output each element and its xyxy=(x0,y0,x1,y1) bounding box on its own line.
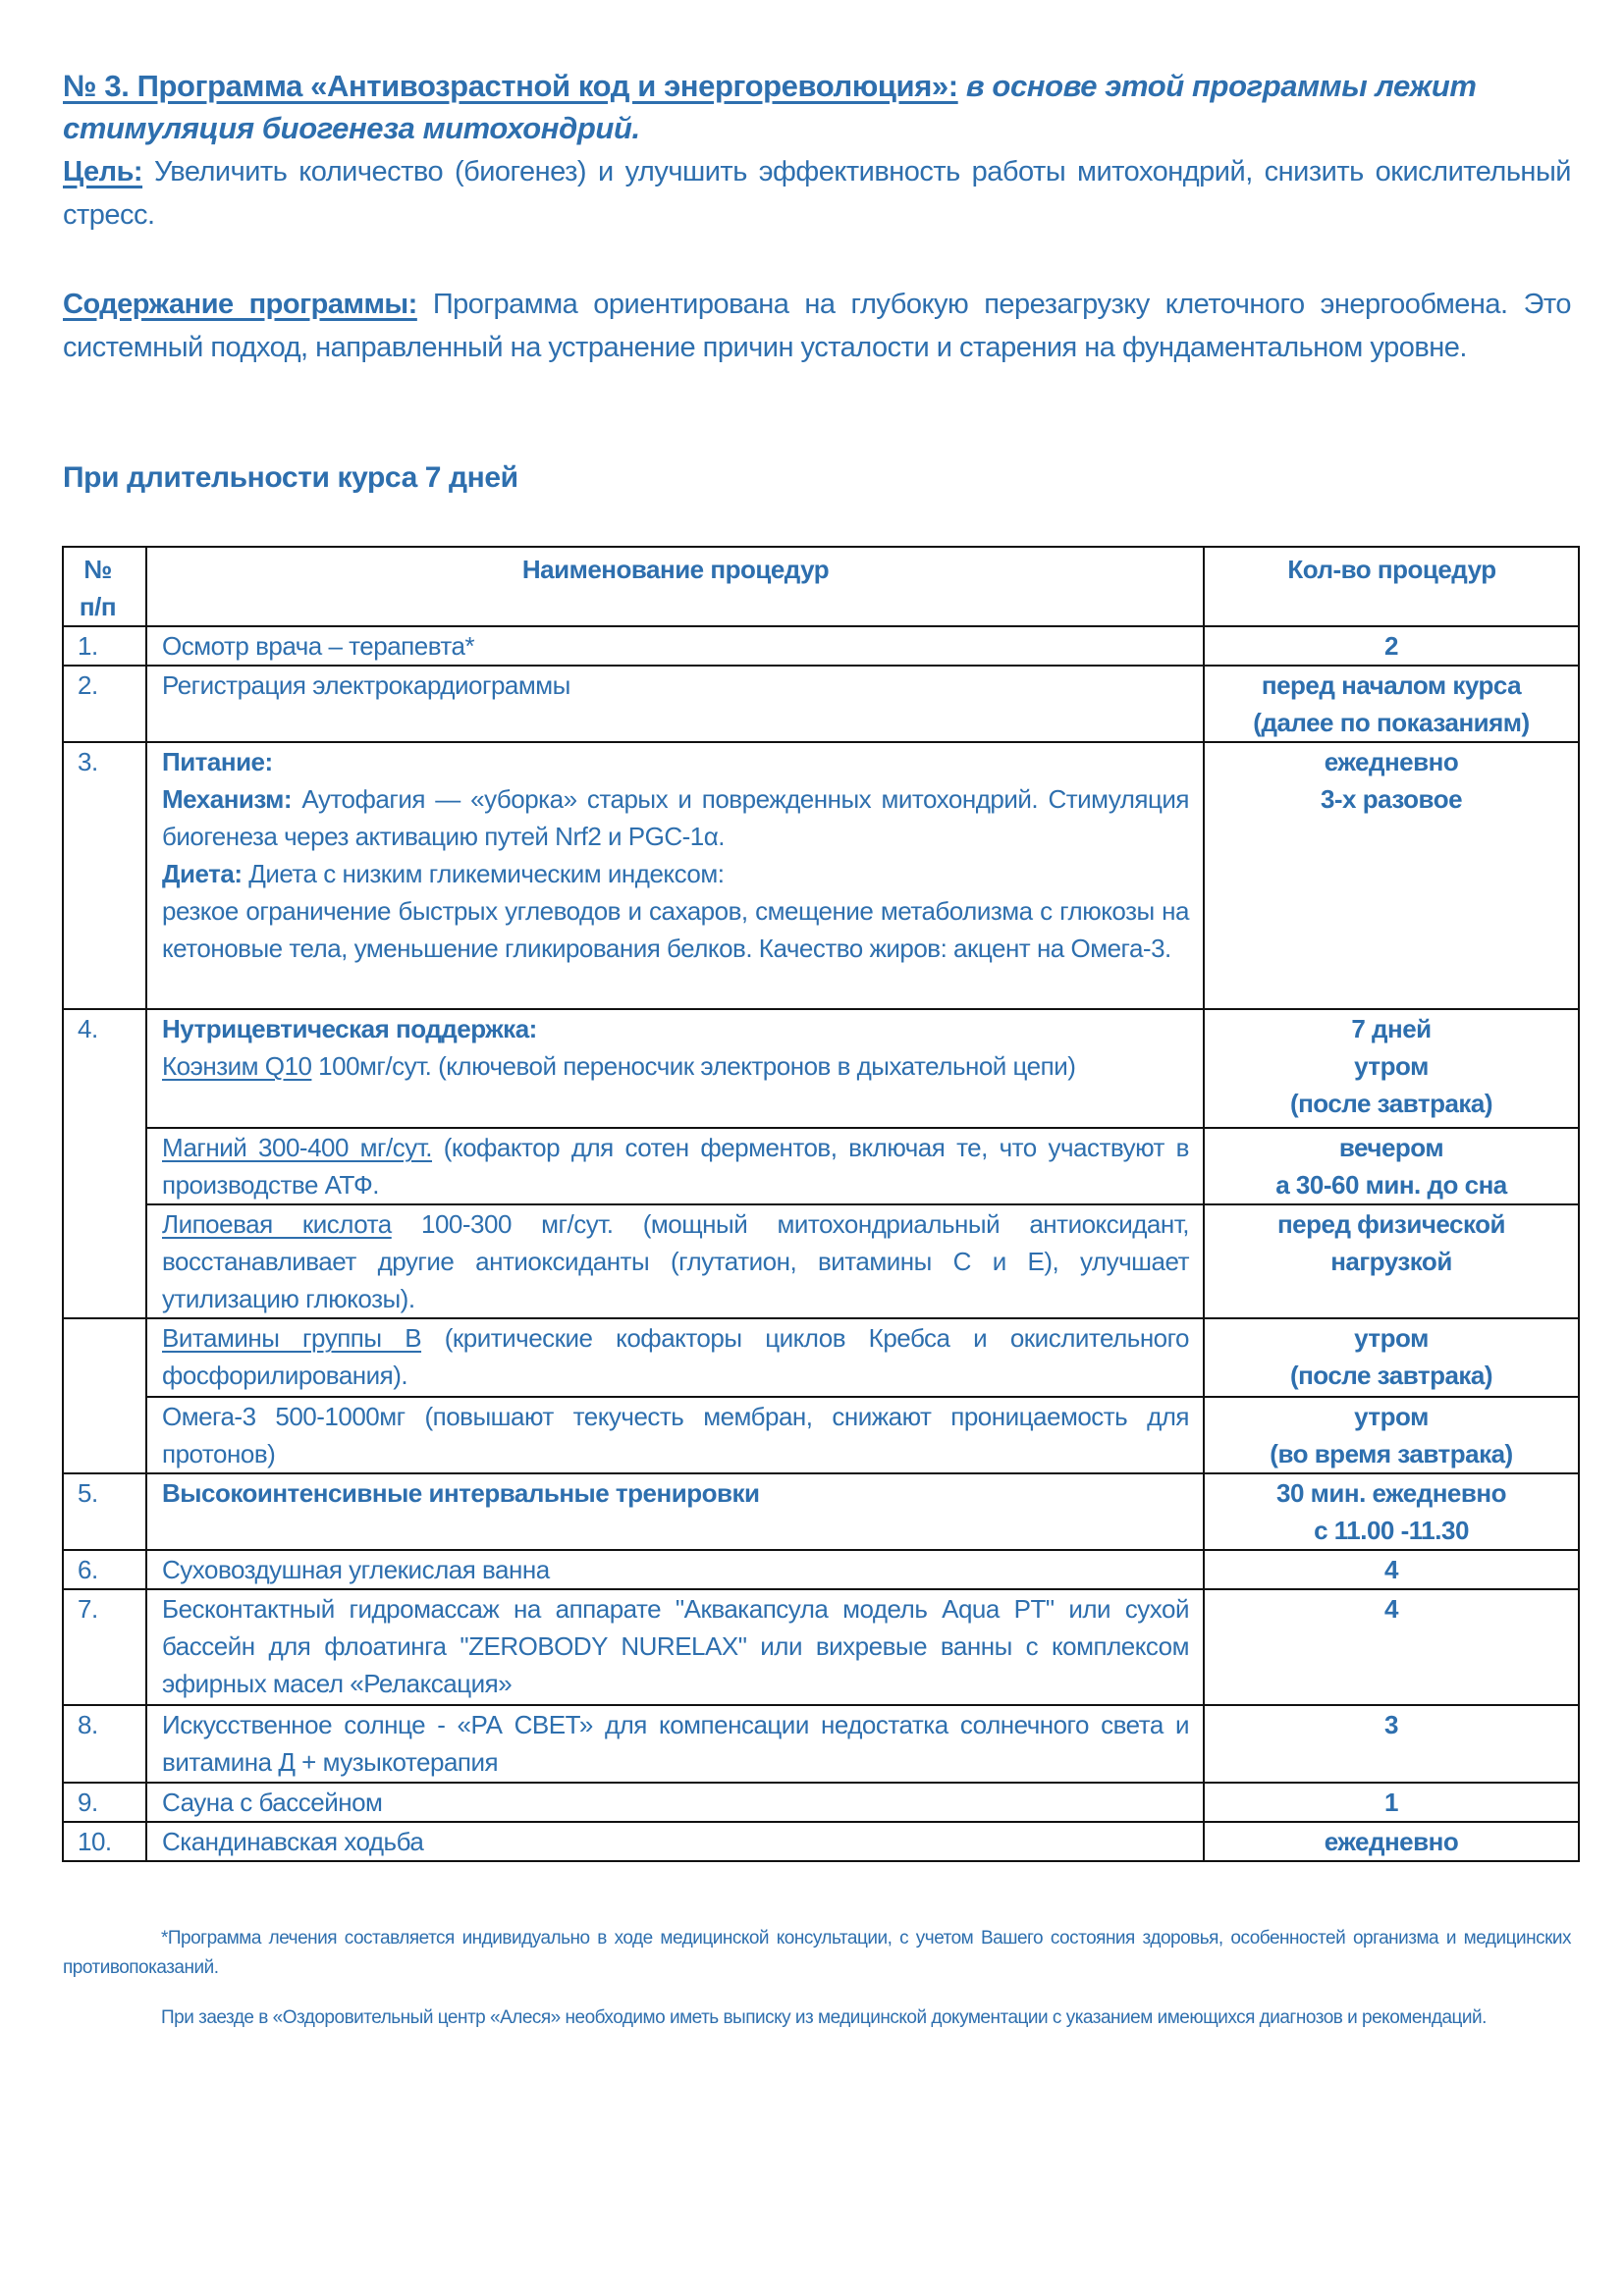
qty-line: перед началом курса xyxy=(1261,670,1522,700)
supplement-name: Липоевая кислота xyxy=(162,1209,392,1239)
qty-line: с 11.00 -11.30 xyxy=(1314,1516,1469,1545)
row-number: 3. xyxy=(63,742,146,1009)
qty-line: 1 xyxy=(1384,1788,1398,1817)
row-qty xyxy=(1204,1397,1579,1473)
supplement-name: Витамины группы В xyxy=(162,1323,422,1353)
supplement-desc: (критические кофакторы циклов Кребса и окислительного фосфорилирования). xyxy=(162,1323,1190,1390)
row-number: 6. xyxy=(63,1550,146,1589)
supplement-desc: 100мг/сут. (ключевой переносчик электронов в дыхательной цепи) xyxy=(311,1051,1076,1081)
supplement-desc: 100-300 мг/сут. (мощный митохондриальный антиоксидант, восстанавливает другие антиоксиданты (глутатион, витамины С и Е), улучшает утилизацию глюкозы). xyxy=(162,1209,1189,1313)
row-procedure xyxy=(146,1204,1204,1318)
content-text: Программа ориентирована на глубокую перезагрузку клеточного энергообмена. Это системный подход, направленный на устранение причин усталости и старения на фундаментальном уровне. xyxy=(63,289,1571,363)
table-row xyxy=(63,1397,1579,1473)
header-procedure-name: Наименование процедур xyxy=(146,547,1204,626)
header-number xyxy=(63,547,146,626)
row-qty xyxy=(1204,666,1579,742)
table-row xyxy=(63,742,1579,1009)
header-number-line1: № xyxy=(83,555,112,584)
row-number: 7. xyxy=(63,1589,146,1705)
row-number: 5. xyxy=(63,1473,146,1550)
table-row xyxy=(63,1204,1579,1318)
mechanism-text xyxy=(162,780,1189,855)
row-procedure xyxy=(146,1397,1204,1473)
footnote-program: *Программа лечения составляется индивидуально в ходе медицинской консультации, с учетом Вашего состояния здоровья, особенностей организма и медицинских противопоказаний. xyxy=(63,1928,1571,1978)
row-qty xyxy=(1204,1783,1579,1822)
qty-line: вечером xyxy=(1338,1133,1444,1162)
row-qty xyxy=(1204,1589,1579,1705)
table-row xyxy=(63,1783,1579,1822)
table-row xyxy=(63,1009,1579,1128)
qty-line: а 30-60 мин. до сна xyxy=(1275,1170,1507,1200)
qty-line: 4 xyxy=(1384,1594,1398,1624)
diet-label: Диета: xyxy=(162,859,243,888)
qty-line: 30 мин. ежедневно xyxy=(1276,1478,1506,1508)
row-number: 9. xyxy=(63,1783,146,1822)
procedures-table xyxy=(62,546,1580,1862)
row-number: 10. xyxy=(63,1822,146,1861)
row-number-empty xyxy=(63,1397,146,1473)
row-procedure: Искусственное солнце - «РА СВЕТ» для компенсации недостатка солнечного света и витамина Д + музыкотерапия xyxy=(146,1705,1204,1783)
supplement-desc: Омега-3 500-1000мг (повышают текучесть мембран, снижают проницаемость для протонов) xyxy=(162,1402,1189,1468)
row-qty xyxy=(1204,1705,1579,1783)
supplement-name: Коэнзим Q10 xyxy=(162,1051,312,1081)
row-qty xyxy=(1204,1009,1579,1128)
table-row xyxy=(63,626,1579,666)
qty-line: 2 xyxy=(1384,631,1398,661)
table-header-row xyxy=(63,547,1579,626)
content-label: Содержание программы: xyxy=(63,289,417,320)
qty-line: (после завтрака) xyxy=(1289,1089,1493,1118)
table-row xyxy=(63,1318,1579,1397)
qty-line: перед физической xyxy=(1276,1209,1506,1239)
qty-line: (далее по показаниям) xyxy=(1253,708,1530,737)
row-qty xyxy=(1204,1318,1579,1397)
row-procedure xyxy=(146,1128,1204,1204)
row-procedure: Скандинавская ходьба xyxy=(146,1822,1204,1861)
header-number-line2: п/п xyxy=(79,592,117,621)
qty-line: утром xyxy=(1354,1051,1429,1081)
diet-body: Диета с низким гликемическим индексом: xyxy=(242,859,725,888)
mechanism-label: Механизм: xyxy=(162,784,293,814)
row-number: 8. xyxy=(63,1705,146,1783)
qty-line: 3 xyxy=(1384,1710,1398,1739)
row-qty xyxy=(1204,1473,1579,1550)
qty-line: 4 xyxy=(1384,1555,1398,1584)
row-number-empty xyxy=(63,1204,146,1318)
row-qty xyxy=(1204,626,1579,666)
qty-line: (во время завтрака) xyxy=(1270,1439,1513,1468)
row-procedure: Бесконтактный гидромассаж на аппарате "Аквакапсула модель Aqua PT" или сухой бассейн для флоатинга "ZEROBODY NURELAX" или вихревые ванны с комплексом эфирных масел «Релаксация» xyxy=(146,1589,1204,1705)
row-qty xyxy=(1204,1128,1579,1204)
qty-line: (после завтрака) xyxy=(1289,1361,1493,1390)
row-qty xyxy=(1204,742,1579,1009)
qty-line: ежедневно xyxy=(1324,747,1459,776)
table-row xyxy=(63,1705,1579,1783)
program-heading xyxy=(63,65,1571,149)
row-procedure: Сауна с бассейном xyxy=(146,1783,1204,1822)
footnote-arrival: При заезде в «Оздоровительный центр «Алеся» необходимо иметь выписку из медицинской документации с указанием имеющихся диагнозов и рекомендаций. xyxy=(161,2007,1487,2028)
qty-line: утром xyxy=(1354,1323,1429,1353)
mechanism-body: Аутофагия — «уборка» старых и поврежденных митохондрий. Стимуляция биогенеза через активацию путей Nrf2 и PGC-1α. xyxy=(162,784,1189,851)
qty-line: нагрузкой xyxy=(1330,1247,1452,1276)
content-paragraph xyxy=(63,283,1571,369)
table-row xyxy=(63,1822,1579,1861)
goal-text: Увеличить количество (биогенез) и улучшить эффективность работы митохондрий, снизить окислительный стресс. xyxy=(63,156,1571,231)
row-procedure: Суховоздушная углекислая ванна xyxy=(146,1550,1204,1589)
table-row xyxy=(63,1473,1579,1550)
table-row xyxy=(63,1128,1579,1204)
goal-label: Цель: xyxy=(63,156,143,187)
diet-details: резкое ограничение быстрых углеводов и сахаров, смещение метаболизма с глюкозы на кетоновые тела, уменьшение гликирования белков. Качество жиров: акцент на Омега-3. xyxy=(162,896,1189,963)
row-procedure: Регистрация электрокардиограммы xyxy=(146,666,1204,742)
program-title: № 3. Программа «Антивозрастной код и энергореволюция»: xyxy=(63,69,958,103)
supplement-text xyxy=(162,1047,1189,1085)
table-row xyxy=(63,1589,1579,1705)
goal-paragraph xyxy=(63,150,1571,237)
row-qty xyxy=(1204,1822,1579,1861)
row-number: 2. xyxy=(63,666,146,742)
qty-line: утром xyxy=(1354,1402,1429,1431)
qty-line: ежедневно xyxy=(1324,1827,1459,1856)
row-number-empty xyxy=(63,1318,146,1397)
row-qty xyxy=(1204,1204,1579,1318)
nutrition-title: Питание: xyxy=(162,747,273,776)
row-number: 1. xyxy=(63,626,146,666)
row-procedure: Высокоинтенсивные интервальные тренировки xyxy=(146,1473,1204,1550)
row-qty xyxy=(1204,1550,1579,1589)
table-row xyxy=(63,666,1579,742)
diet-text xyxy=(162,855,1189,892)
program-subtitle: в основе этой программы лежит стимуляция биогенеза митохондрий. xyxy=(63,69,1477,145)
nutraceutical-title: Нутрицевтическая поддержка: xyxy=(162,1014,537,1043)
row-number-empty xyxy=(63,1128,146,1204)
row-procedure xyxy=(146,1009,1204,1128)
header-procedure-qty: Кол-во процедур xyxy=(1204,547,1579,626)
row-number: 4. xyxy=(63,1009,146,1128)
row-procedure xyxy=(146,1318,1204,1397)
row-procedure: Осмотр врача – терапевта* xyxy=(146,626,1204,666)
supplement-name: Магний 300-400 мг/сут. xyxy=(162,1133,433,1162)
course-duration-heading: При длительности курса 7 дней xyxy=(63,461,518,494)
row-procedure xyxy=(146,742,1204,1009)
qty-line: 3-х разовое xyxy=(1320,784,1463,814)
supplement-desc: (кофактор для сотен ферментов, включая те, что участвуют в производстве АТФ. xyxy=(162,1133,1189,1200)
table-row xyxy=(63,1550,1579,1589)
qty-line: 7 дней xyxy=(1351,1014,1432,1043)
